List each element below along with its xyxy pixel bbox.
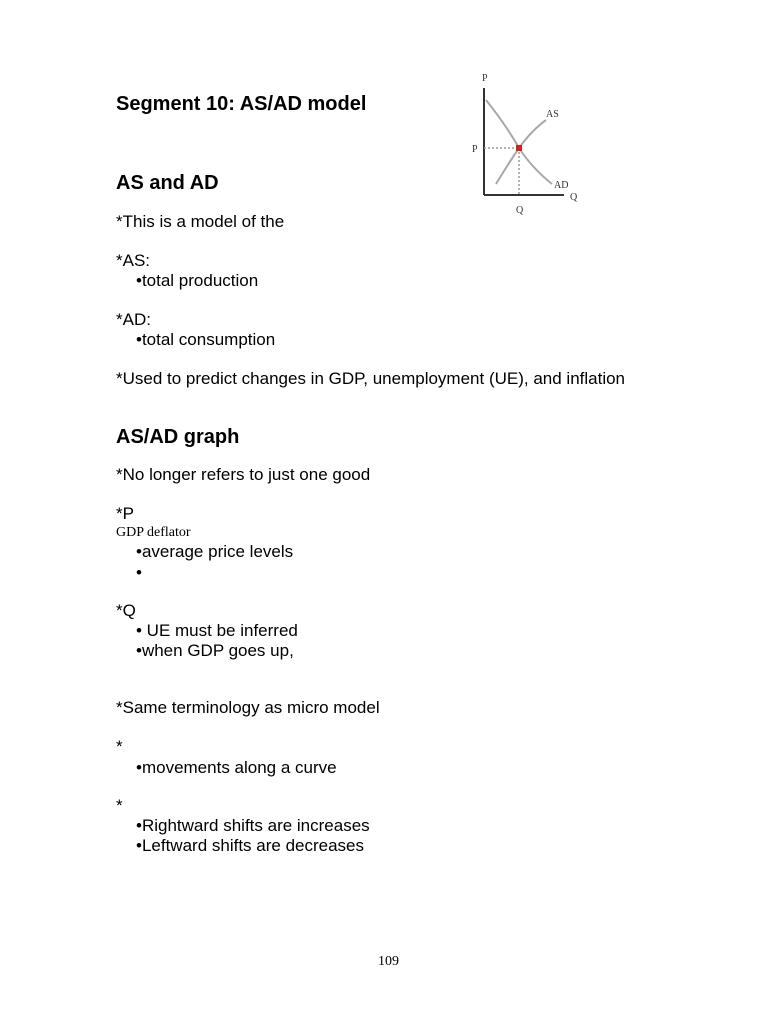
same-terminology-line: *Same terminology as micro model	[116, 698, 380, 717]
p-label: *P	[116, 504, 134, 523]
model-intro-line: *This is a model of the	[116, 212, 285, 231]
section-heading-graph: AS/AD graph	[116, 426, 240, 448]
p-bullet-average-price: •average price levels	[136, 542, 294, 561]
ad-label: *AD:	[116, 310, 151, 329]
gdp-deflator-note: GDP deflator	[116, 525, 191, 540]
star-2-bullet-rightward: •Rightward shifts are increases	[136, 816, 370, 835]
no-longer-line: *No longer refers to just one good	[116, 465, 371, 484]
p-tick-label: P	[472, 144, 478, 155]
ad-bullet: •total consumption	[136, 330, 276, 349]
as-curve-label: AS	[546, 109, 559, 120]
q-bullet-ue: • UE must be inferred	[136, 621, 298, 640]
as-label: *AS:	[116, 251, 151, 270]
x-axis-label: Q	[570, 192, 578, 203]
page-title: Segment 10: AS/AD model	[116, 93, 367, 115]
star-item-2: *	[116, 796, 123, 815]
q-bullet-gdp: •when GDP goes up,	[136, 641, 294, 660]
as-bullet: •total production	[136, 271, 259, 290]
star-1-bullet: •movements along a curve	[136, 758, 337, 777]
used-to-predict-line: *Used to predict changes in GDP, unemployment (UE), and inflation	[116, 369, 626, 388]
p-bullet-empty: •	[136, 563, 142, 582]
q-tick-label: Q	[516, 205, 524, 216]
ad-curve-label: AD	[554, 180, 569, 191]
section-heading-as-ad: AS and AD	[116, 172, 219, 194]
ad-curve	[486, 100, 552, 184]
page-number: 109	[378, 954, 399, 969]
equilibrium-point	[516, 145, 522, 151]
star-item-1: *	[116, 737, 123, 756]
as-ad-graph	[466, 70, 596, 220]
q-label: *Q	[116, 601, 136, 620]
star-2-bullet-leftward: •Leftward shifts are decreases	[136, 836, 365, 855]
y-axis-label: P	[482, 73, 488, 84]
